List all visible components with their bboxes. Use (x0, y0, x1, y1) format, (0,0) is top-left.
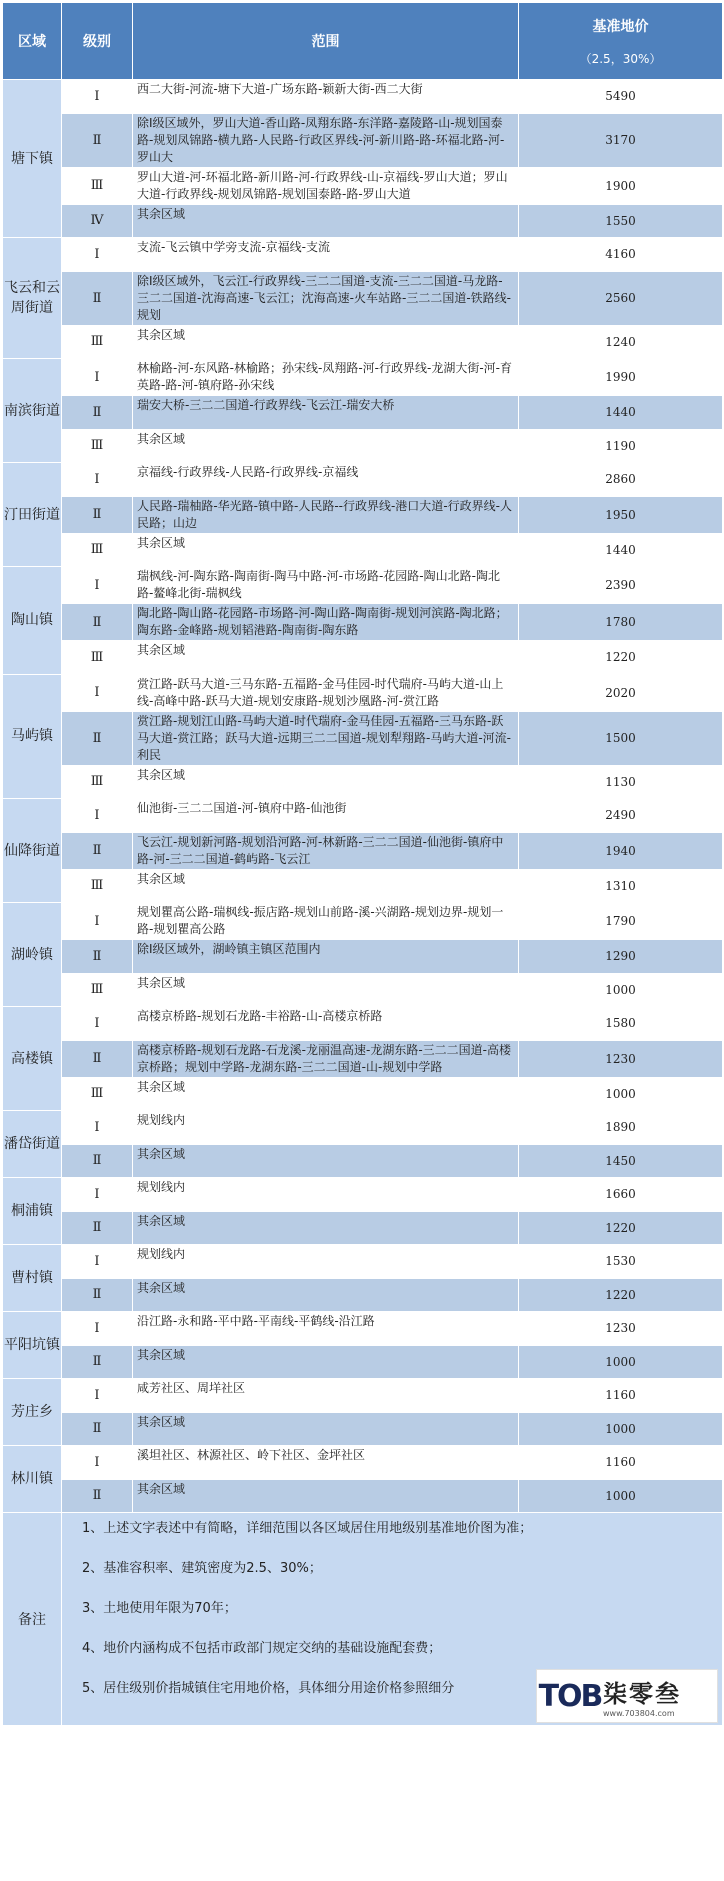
price-cell: 1440 (519, 396, 723, 430)
price-cell: 5490 (519, 80, 723, 114)
scope-cell: 其余区域 (133, 973, 519, 1007)
note-item: 2、基准容积率、建筑密度为2.5、30%； (82, 1561, 322, 1576)
price-cell: 1240 (519, 325, 723, 359)
table-row (3, 429, 723, 463)
region-cell: 塘下镇 (3, 80, 62, 238)
level-cell: Ⅲ (62, 973, 133, 1007)
price-cell: 1000 (519, 1479, 723, 1513)
note-item: 4、地价内涵构成不包括市政部门规定交纳的基础设施配套费； (82, 1641, 442, 1656)
scope-cell: 飞云江-规划新河路-规划沿河路-河-林新路-三二二国道-仙池街-镇府中路-河-三二二国道-鹤屿路-飞云江 (133, 832, 519, 869)
level-cell: Ⅰ (62, 463, 133, 497)
logo-name: 柒零叁 (603, 1680, 681, 1708)
level-cell: Ⅲ (62, 533, 133, 567)
table-row (3, 113, 723, 167)
table-row (3, 1446, 723, 1480)
price-cell: 1990 (519, 359, 723, 396)
notes-label: 备注 (3, 1513, 62, 1726)
level-cell: Ⅱ (62, 1345, 133, 1379)
notes-row (3, 1513, 723, 1726)
scope-cell: 除Ⅰ级区域外，飞云江-行政界线-三二二国道-支流-三二二国道-马龙路-三二二国道-沈海高速-飞云江；沈海高速-火车站路-三二二国道-铁路线-规划 (133, 271, 519, 325)
scope-cell: 其余区域 (133, 204, 519, 238)
scope-cell: 除Ⅰ级区域外，罗山大道-香山路-凤翔东路-东洋路-嘉陵路-山-规划国泰路-规划凤锦路-横九路-人民路-行政区界线-河-新川路-路-环福北路-河-罗山大 (133, 113, 519, 167)
table-row (3, 1144, 723, 1178)
land-price-table (2, 2, 723, 1726)
scope-cell: 其余区域 (133, 325, 519, 359)
table-row (3, 799, 723, 833)
price-cell: 1550 (519, 204, 723, 238)
table-row (3, 167, 723, 204)
table-row (3, 1345, 723, 1379)
scope-cell: 高楼京桥路-规划石龙路-丰裕路-山-高楼京桥路 (133, 1007, 519, 1041)
scope-cell: 陶北路-陶山路-花园路-市场路-河-陶山路-陶南街-规划河滨路-陶北路；陶东路-金峰路-规划韬港路-陶南街-陶东路 (133, 604, 519, 641)
price-cell: 1160 (519, 1446, 723, 1480)
region-cell: 平阳坑镇 (3, 1312, 62, 1379)
level-cell: Ⅱ (62, 832, 133, 869)
price-cell: 2390 (519, 567, 723, 604)
price-cell: 2020 (519, 674, 723, 711)
level-cell: Ⅳ (62, 204, 133, 238)
level-cell: Ⅲ (62, 869, 133, 903)
level-cell: Ⅲ (62, 641, 133, 675)
price-cell: 1950 (519, 496, 723, 533)
table-row (3, 271, 723, 325)
price-cell: 4160 (519, 238, 723, 272)
scope-cell: 其余区域 (133, 1144, 519, 1178)
region-cell: 桐浦镇 (3, 1178, 62, 1245)
level-cell: Ⅰ (62, 80, 133, 114)
table-row (3, 604, 723, 641)
scope-cell: 其余区域 (133, 533, 519, 567)
header-region: 区域 (3, 3, 62, 80)
table-row (3, 1479, 723, 1513)
watermark-logo (536, 1669, 718, 1723)
level-cell: Ⅱ (62, 604, 133, 641)
level-cell: Ⅱ (62, 1144, 133, 1178)
scope-cell: 其余区域 (133, 429, 519, 463)
level-cell: Ⅲ (62, 1077, 133, 1111)
scope-cell: 赏江路-规划江山路-马屿大道-时代瑞府-金马佳园-五福路-三马东路-跃马大道-赏江路；跃马大道-远期三二二国道-规划犁翔路-马屿大道-河流-利民 (133, 711, 519, 765)
price-cell: 1890 (519, 1111, 723, 1145)
scope-cell: 西二大街-河流-塘下大道-广场东路-颖新大街-西二大街 (133, 80, 519, 114)
scope-cell: 规划线内 (133, 1178, 519, 1212)
level-cell: Ⅱ (62, 396, 133, 430)
notes-body (62, 1513, 723, 1726)
table-row (3, 1211, 723, 1245)
level-cell: Ⅰ (62, 1312, 133, 1346)
table-row (3, 1412, 723, 1446)
scope-cell: 赏江路-跃马大道-三马东路-五福路-金马佳园-时代瑞府-马屿大道-山上线-高峰中路-跃马大道-规划安康路-规划沙凰路-河-赏江路 (133, 674, 519, 711)
table-row (3, 80, 723, 114)
price-cell: 1160 (519, 1379, 723, 1413)
scope-cell: 规划线内 (133, 1245, 519, 1279)
table-row (3, 940, 723, 974)
table-row (3, 359, 723, 396)
price-cell: 1580 (519, 1007, 723, 1041)
region-cell: 芳庄乡 (3, 1379, 62, 1446)
region-cell: 曹村镇 (3, 1245, 62, 1312)
level-cell: Ⅱ (62, 496, 133, 533)
region-cell: 潘岱街道 (3, 1111, 62, 1178)
header-price (519, 3, 723, 80)
level-cell: Ⅰ (62, 1007, 133, 1041)
table-row (3, 973, 723, 1007)
level-cell: Ⅰ (62, 238, 133, 272)
price-cell: 2490 (519, 799, 723, 833)
table-row (3, 533, 723, 567)
level-cell: Ⅱ (62, 1040, 133, 1077)
table-row (3, 869, 723, 903)
note-item: 1、上述文字表述中有简略，详细范围以各区域居住用地级别基准地价图为准； (82, 1521, 533, 1536)
price-cell: 1230 (519, 1040, 723, 1077)
price-cell: 2560 (519, 271, 723, 325)
price-cell: 1220 (519, 1278, 723, 1312)
table-row (3, 641, 723, 675)
scope-cell: 其余区域 (133, 869, 519, 903)
level-cell: Ⅱ (62, 113, 133, 167)
scope-cell: 咸芳社区、周垟社区 (133, 1379, 519, 1413)
price-cell: 1000 (519, 1412, 723, 1446)
price-cell: 1290 (519, 940, 723, 974)
scope-cell: 沿江路-永和路-平中路-平南线-平鹤线-沿江路 (133, 1312, 519, 1346)
scope-cell: 林榆路-河-东风路-林榆路；孙宋线-凤翔路-河-行政界线-龙湖大街-河-育英路-路-河-镇府路-孙宋线 (133, 359, 519, 396)
table-row (3, 903, 723, 940)
table-row (3, 1312, 723, 1346)
level-cell: Ⅲ (62, 325, 133, 359)
level-cell: Ⅲ (62, 429, 133, 463)
table-row (3, 1245, 723, 1279)
price-cell: 1000 (519, 1077, 723, 1111)
region-cell: 马屿镇 (3, 674, 62, 799)
level-cell: Ⅰ (62, 1379, 133, 1413)
scope-cell: 支流-飞云镇中学旁支流-京福线-支流 (133, 238, 519, 272)
level-cell: Ⅰ (62, 567, 133, 604)
price-cell: 1660 (519, 1178, 723, 1212)
level-cell: Ⅰ (62, 799, 133, 833)
table-row (3, 1178, 723, 1212)
scope-cell: 京福线-行政界线-人民路-行政界线-京福线 (133, 463, 519, 497)
region-cell: 南滨街道 (3, 359, 62, 463)
price-cell: 1310 (519, 869, 723, 903)
scope-cell: 仙池街-三二二国道-河-镇府中路-仙池街 (133, 799, 519, 833)
region-cell: 湖岭镇 (3, 903, 62, 1007)
logo-text (603, 1674, 681, 1718)
level-cell: Ⅱ (62, 271, 133, 325)
table-row (3, 1040, 723, 1077)
table-row (3, 1077, 723, 1111)
level-cell: Ⅱ (62, 1211, 133, 1245)
table-row (3, 396, 723, 430)
scope-cell: 其余区域 (133, 1077, 519, 1111)
note-item: 3、土地使用年限为70年； (82, 1601, 237, 1616)
price-cell: 1000 (519, 1345, 723, 1379)
note-item: 5、居住级别价指城镇住宅用地价格，具体细分用途价格参照细分 (82, 1681, 455, 1696)
level-cell: Ⅲ (62, 167, 133, 204)
price-cell: 3170 (519, 113, 723, 167)
region-cell: 陶山镇 (3, 567, 62, 675)
price-cell: 1900 (519, 167, 723, 204)
level-cell: Ⅱ (62, 1278, 133, 1312)
scope-cell: 规划瞿高公路-瑞枫线-振店路-规划山前路-溪-兴湖路-规划边界-规划一路-规划瞿高公路 (133, 903, 519, 940)
price-cell: 1220 (519, 1211, 723, 1245)
header-row (3, 3, 723, 80)
table-row (3, 1379, 723, 1413)
price-cell: 1450 (519, 1144, 723, 1178)
scope-cell: 除Ⅰ级区域外，湖岭镇主镇区范围内 (133, 940, 519, 974)
price-cell: 1130 (519, 765, 723, 799)
scope-cell: 人民路-瑞柚路-华光路-镇中路-人民路--行政界线-港口大道-行政界线-人民路；山边 (133, 496, 519, 533)
scope-cell: 罗山大道-河-环福北路-新川路-河-行政界线-山-京福线-罗山大道；罗山大道-行政界线-规划凤锦路-规划国泰路-路-罗山大道 (133, 167, 519, 204)
level-cell: Ⅰ (62, 1446, 133, 1480)
level-cell: Ⅰ (62, 674, 133, 711)
table-row (3, 325, 723, 359)
scope-cell: 瑞枫线-河-陶东路-陶南街-陶马中路-河-市场路-花园路-陶山北路-陶北路-鳌峰北街-瑞枫线 (133, 567, 519, 604)
level-cell: Ⅰ (62, 359, 133, 396)
level-cell: Ⅲ (62, 765, 133, 799)
scope-cell: 其余区域 (133, 1412, 519, 1446)
table-row (3, 711, 723, 765)
scope-cell: 其余区域 (133, 1345, 519, 1379)
table-row (3, 765, 723, 799)
region-cell: 高楼镇 (3, 1007, 62, 1111)
price-cell: 1500 (519, 711, 723, 765)
table-row (3, 567, 723, 604)
price-cell: 1440 (519, 533, 723, 567)
scope-cell: 溪坦社区、林源社区、岭下社区、金坪社区 (133, 1446, 519, 1480)
scope-cell: 其余区域 (133, 765, 519, 799)
price-cell: 1000 (519, 973, 723, 1007)
table-body (3, 80, 723, 1726)
price-cell: 1190 (519, 429, 723, 463)
level-cell: Ⅰ (62, 1111, 133, 1145)
price-cell: 1790 (519, 903, 723, 940)
scope-cell: 其余区域 (133, 641, 519, 675)
table-row (3, 496, 723, 533)
header-price-title: 基准地价 (592, 18, 649, 35)
region-cell: 仙降街道 (3, 799, 62, 903)
level-cell: Ⅰ (62, 1245, 133, 1279)
header-price-subtitle: （2.5，30%） (579, 51, 662, 66)
table-row (3, 1111, 723, 1145)
level-cell: Ⅰ (62, 903, 133, 940)
table-row (3, 674, 723, 711)
level-cell: Ⅱ (62, 940, 133, 974)
scope-cell: 其余区域 (133, 1211, 519, 1245)
scope-cell: 高楼京桥路-规划石龙路-石龙溪-龙丽温高速-龙湖东路-三二二国道-高楼京桥路；规划中学路-龙湖东路-三二二国道-山-规划中学路 (133, 1040, 519, 1077)
price-cell: 1780 (519, 604, 723, 641)
price-cell: 1940 (519, 832, 723, 869)
region-cell: 飞云和云周街道 (3, 238, 62, 359)
level-cell: Ⅰ (62, 1178, 133, 1212)
scope-cell: 规划线内 (133, 1111, 519, 1145)
price-cell: 1530 (519, 1245, 723, 1279)
scope-cell: 其余区域 (133, 1278, 519, 1312)
logo-url: www.703804.com (603, 1709, 675, 1718)
header-level: 级别 (62, 3, 133, 80)
level-cell: Ⅱ (62, 1412, 133, 1446)
table-row (3, 1007, 723, 1041)
table-row (3, 832, 723, 869)
price-cell: 2860 (519, 463, 723, 497)
level-cell: Ⅱ (62, 1479, 133, 1513)
scope-cell: 瑞安大桥-三二二国道-行政界线-飞云江-瑞安大桥 (133, 396, 519, 430)
level-cell: Ⅱ (62, 711, 133, 765)
logo-mark: TOB (538, 1678, 602, 1714)
header-scope: 范围 (133, 3, 519, 80)
table-row (3, 1278, 723, 1312)
price-cell: 1230 (519, 1312, 723, 1346)
region-cell: 林川镇 (3, 1446, 62, 1513)
price-cell: 1220 (519, 641, 723, 675)
region-cell: 汀田街道 (3, 463, 62, 567)
table-row (3, 204, 723, 238)
scope-cell: 其余区域 (133, 1479, 519, 1513)
table-row (3, 463, 723, 497)
table-row (3, 238, 723, 272)
